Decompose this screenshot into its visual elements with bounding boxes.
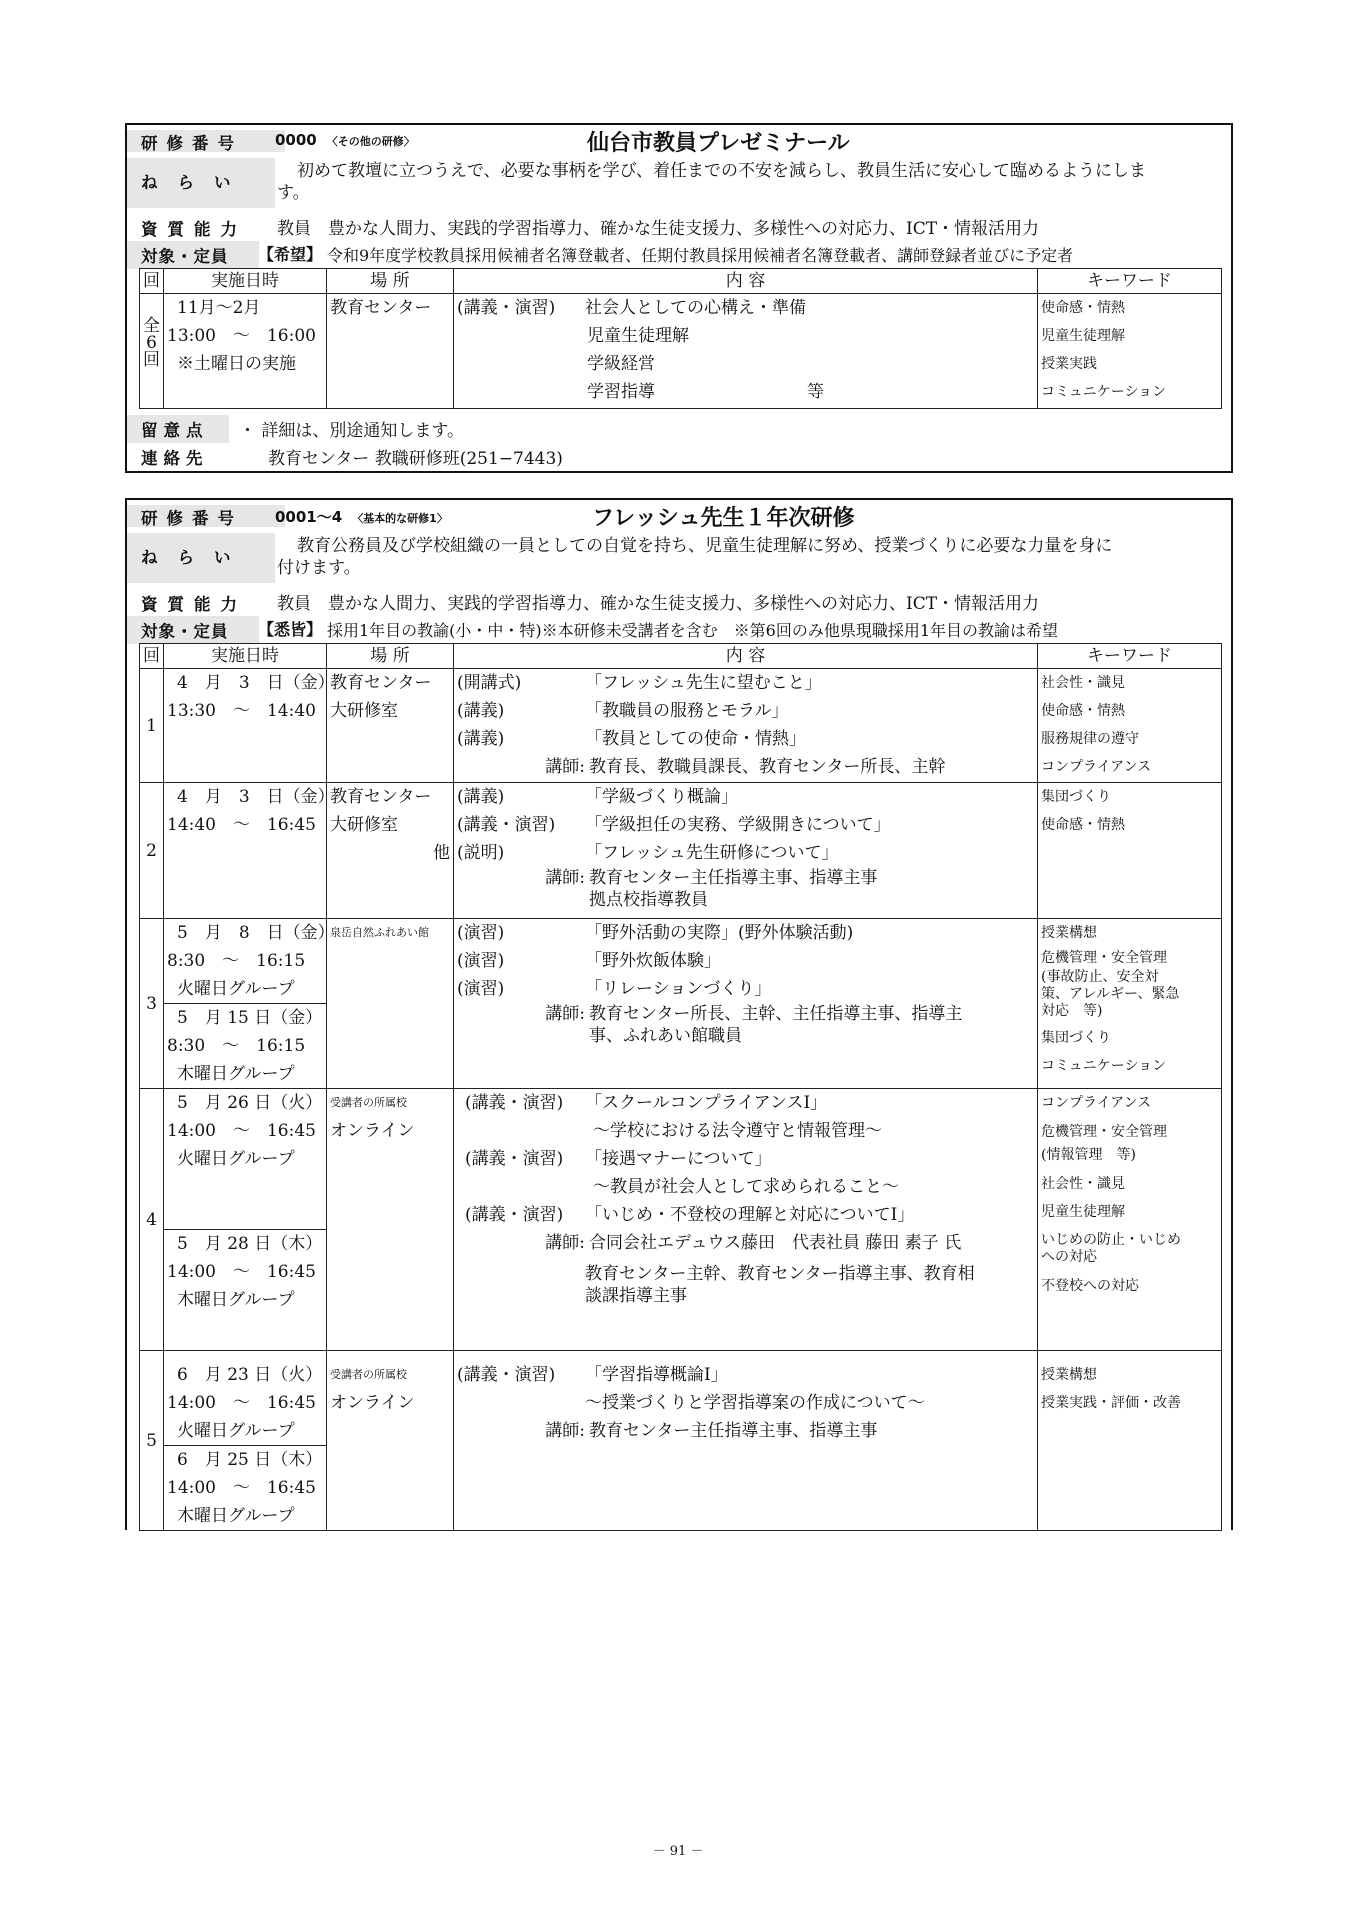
row-place: 受講者の所属校 オンライン [327,1089,454,1351]
shishitsu-row [127,213,1231,239]
label-shishitsu: 資質能力 [141,220,247,239]
row-place: 泉岳自然ふれあい館 [327,919,454,1089]
table-row [140,783,1222,919]
table-row [140,1351,1222,1531]
col-basho: 場 所 [327,269,454,294]
row-dates: 4 月 3 日（金） 14:40 ～ 16:45 [164,783,327,919]
col-nichiji: 実施日時 [164,269,327,294]
ryuiten-row [127,415,1231,441]
renrakusaki-row [127,443,1231,469]
row-content: (講義) 「学級づくり概論」 (講義・演習) 「学級担任の実務、学級開きについて」 (説明) 「フレッシュ先生研修について」 講師: 教育センター主任指導主事、指導主事 拠点校指導教員 [454,783,1038,919]
label-nerai: ねらい [127,533,275,583]
row-dates: 6 月 23 日（火） 14:00 ～ 16:45 火曜日グループ 6 月 25 日（木） 14:00 ～ 16:45 木曜日グループ [164,1351,327,1531]
block-header [127,500,1231,530]
table-row [140,669,1222,783]
nerai-row [127,533,1231,583]
col-keyword: キーワード [1038,269,1222,294]
ryuiten-text: ・ 詳細は、別途通知します。 [239,421,465,441]
row-kai: 全 6 回 [140,294,164,409]
label-kenshu-bango: 研修番号 [127,130,285,152]
training-block-fresh [125,498,1233,1530]
training-category: 〈基本的な研修1〉 [352,512,448,525]
shishitsu-row [127,588,1231,614]
row-place: 教育センター 大研修室 [327,669,454,783]
schedule-table [139,643,1222,1531]
nerai-row [127,158,1231,208]
nerai-text: 教育公務員及び学校組織の一員としての自覚を持ち、児童生徒理解に努め、授業づくりに必要な力量を身に 付けます。 [277,536,1113,578]
col-naiyo: 内 容 [454,269,1038,294]
row-keywords: 使命感・情熱 児童生徒理解 授業実践 コミュニケーション [1038,294,1222,409]
row-content: (講義・演習) 社会人としての心構え・準備 児童生徒理解 学級経営 学習指導 等 [454,294,1038,409]
row-kai: 1 [140,669,164,783]
col-kai: 回 [140,269,164,294]
row-place: 受講者の所属校 オンライン [327,1351,454,1531]
training-block-preseminar [125,123,1233,473]
shishitsu-text: 教員 豊かな人間力、実践的学習指導力、確かな生徒支援力、多様性への対応力、ICT・情報活用力 [277,219,1040,239]
block-header [127,125,1231,155]
training-category: 〈その他の研修〉 [326,135,415,148]
training-title: フレッシュ先生１年次研修 [592,506,855,531]
col-kai: 回 [140,644,164,669]
row-keywords: 社会性・識見 使命感・情熱 服務規律の遵守 コンプライアンス [1038,669,1222,783]
col-nichiji: 実施日時 [164,644,327,669]
label-kenshu-bango: 研修番号 [127,505,285,527]
nerai-text: 初めて教壇に立つうえで、必要な事柄を学び、着任までの不安を減らし、教員生活に安心して臨めるようにしま す。 [277,161,1146,203]
row-dates: 5 月 26 日（火） 14:00 ～ 16:45 火曜日グループ 5 月 28 日（木） 14:00 ～ 16:45 木曜日グループ [164,1089,327,1351]
training-code: 0000 〈その他の研修〉 [275,131,415,149]
row-place: 教育センター [327,294,454,409]
row-keywords: 授業構想 授業実践・評価・改善 [1038,1351,1222,1531]
table-row [140,919,1222,1089]
label-taisho: 対象・定員 [127,241,259,269]
label-ryuiten: 留意点 [127,415,229,443]
label-shishitsu: 資質能力 [141,595,247,614]
taisho-text: 採用1年目の教諭(小・中・特)※本研修未受講者を含む ※第6回のみ他県現職採用1年目の教諭は希望 [327,621,1059,640]
row-content: (演習) 「野外活動の実際」(野外体験活動) (演習) 「野外炊飯体験」 (演習) 「リレーションづくり」 講師: 教育センター所長、主幹、主任指導主事、指導主 事、ふれあい館職員 [454,919,1038,1089]
label-taisho: 対象・定員 [127,616,259,644]
row-keywords: 授業構想 危機管理・安全管理 (事故防止、安全対 策、アレルギー、緊急 対応 等) 集団づくり コミュニケーション [1038,919,1222,1089]
taisho-tag: 【悉皆】 [258,620,323,639]
row-content: (開講式) 「フレッシュ先生に望むこと」 (講義) 「教職員の服務とモラル」 (講義) 「教員としての使命・情熱」 講師: 教育長、教職員課長、教育センター所長、主幹 [454,669,1038,783]
row-kai: 2 [140,783,164,919]
row-place: 教育センター 大研修室 他 [327,783,454,919]
training-title: 仙台市教員プレゼミナール [587,131,850,156]
table-header-row [140,269,1222,294]
label-renrakusaki: 連絡先 [141,449,209,468]
col-naiyo: 内 容 [454,644,1038,669]
row-kai: 3 [140,919,164,1089]
renrakusaki-text: 教育センター 教職研修班(251−7443) [268,449,563,469]
shishitsu-text: 教員 豊かな人間力、実践的学習指導力、確かな生徒支援力、多様性への対応力、ICT・情報活用力 [277,594,1040,614]
schedule-table [139,268,1222,409]
row-dates: 11月～2月 13:00 ～ 16:00 ※土曜日の実施 [164,294,327,409]
row-keywords: コンプライアンス 危機管理・安全管理 (情報管理 等) 社会性・識見 児童生徒理解 いじめの防止・いじめ への対応 不登校への対応 [1038,1089,1222,1351]
taisho-row [127,616,1231,642]
col-keyword: キーワード [1038,644,1222,669]
table-header-row [140,644,1222,669]
row-kai: 5 [140,1351,164,1531]
table-row [140,294,1222,409]
training-code: 0001～4 〈基本的な研修1〉 [275,508,448,526]
label-nerai: ねらい [127,158,275,208]
row-keywords: 集団づくり 使命感・情熱 [1038,783,1222,919]
taisho-row [127,241,1231,267]
page-number: － 91 － [652,1844,704,1859]
row-dates: 5 月 8 日（金） 8:30 ～ 16:15 火曜日グループ 5 月 15 日（金） 8:30 ～ 16:15 木曜日グループ [164,919,327,1089]
taisho-text: 令和9年度学校教員採用候補者名簿登載者、任期付教員採用候補者名簿登載者、講師登録者並びに予定者 [327,246,1074,265]
row-dates: 4 月 3 日（金） 13:30 ～ 14:40 [164,669,327,783]
col-basho: 場 所 [327,644,454,669]
row-content: (講義・演習) 「学習指導概論Ⅰ」 ～授業づくりと学習指導案の作成について～ 講師: 教育センター主任指導主事、指導主事 [454,1351,1038,1531]
row-content: (講義・演習) 「スクールコンプライアンスⅠ」 ～学校における法令遵守と情報管理～ (講義・演習) 「接遇マナーについて」 ～教員が社会人として求められること～ (講義・演習) 「いじめ・不登校の理解と対応についてⅠ」 講師: 合同会社エデュウス藤田 代表社員 藤田 素子 氏 教育センター主幹、教育センター指導主事、教育相 談課指導主事 [454,1089,1038,1351]
row-kai: 4 [140,1089,164,1351]
table-row [140,1089,1222,1351]
taisho-tag: 【希望】 [258,245,323,264]
